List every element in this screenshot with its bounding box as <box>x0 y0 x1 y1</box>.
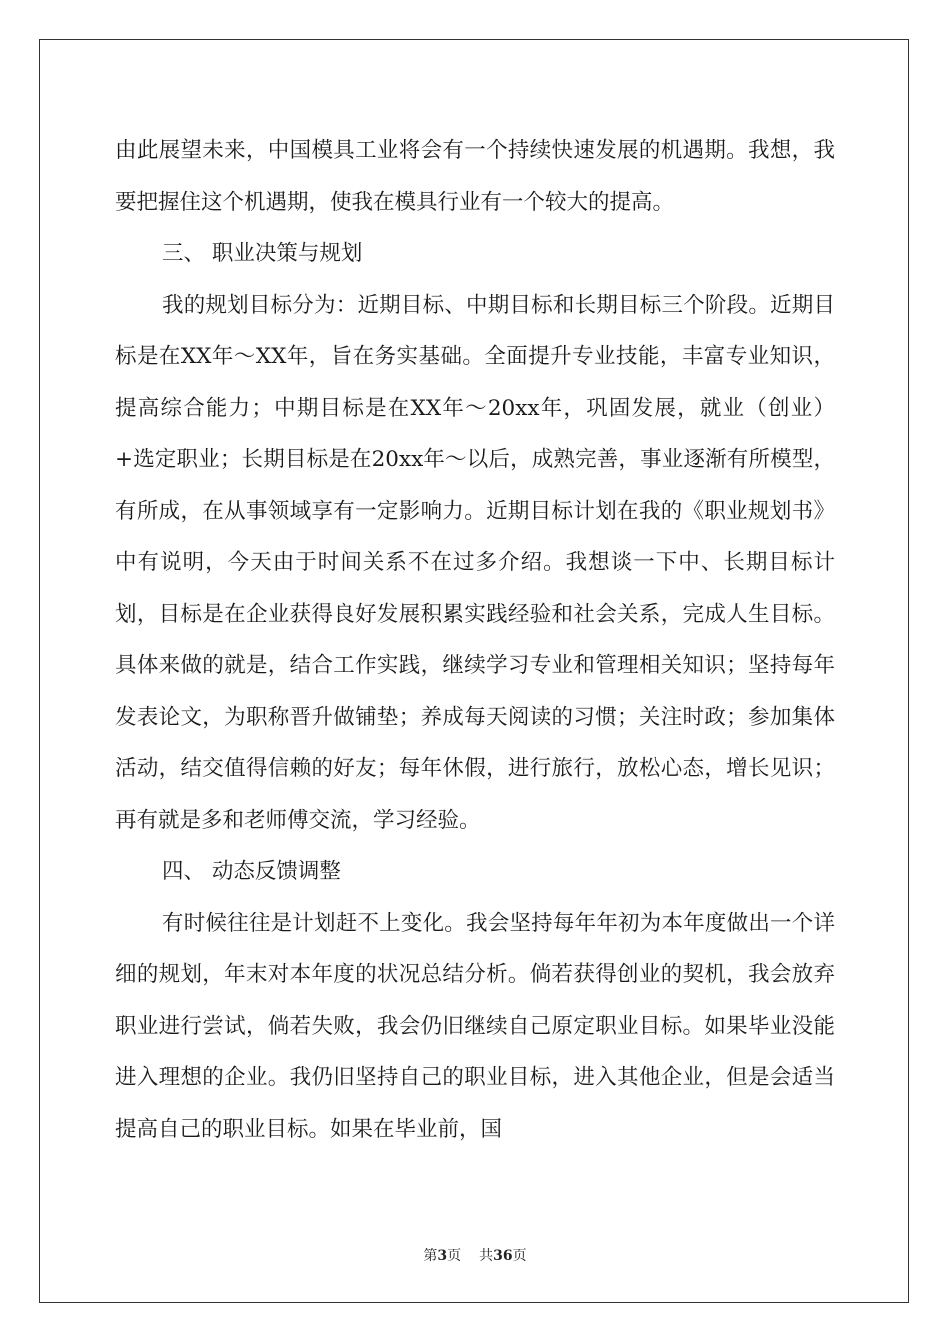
paragraph-intro: 由此展望未来，中国模具工业将会有一个持续快速发展的机遇期。我想，我要把握住这个机遇期，使我在模具行业有一个较大的提高。 <box>115 138 835 215</box>
paragraph-feedback: 有时候往往是计划赶不上变化。我会坚持每年年初为本年度做出一个详细的规划，年末对本年度的状况总结分析。倘若获得创业的契机，我会放弃职业进行尝试，倘若失败，我会仍旧继续自己原定职业目标。如果毕业没能进入理想的企业。我仍旧坚持自己的职业目标，进入其他企业，但是会适当提高自己的职业目标。如果在毕业前，国 <box>115 910 835 1142</box>
page-number: 3 <box>437 1248 448 1264</box>
total-pages: 36 <box>493 1248 513 1264</box>
page-prefix: 第 <box>423 1248 438 1264</box>
document-body <box>115 125 835 1155</box>
section-heading-3: 三、 职业决策与规划 <box>162 241 363 266</box>
paragraph-planning: 我的规划目标分为：近期目标、中期目标和长期目标三个阶段。近期目标是在XX年～XX年，旨在务实基础。全面提升专业技能，丰富专业知识，提高综合能力；中期目标是在XX年～20xx年，巩固发展，就业（创业）+选定职业；长期目标是在20xx年～以后，成熟完善，事业逐渐有所模型，有所成，在从事领域享有一定影响力。近期目标计划在我的《职业规划书》中有说明，今天由于时间关系不在过多介绍。我想谈一下中、长期目标计划，目标是在企业获得良好发展积累实践经验和社会关系，完成人生目标。具体来做的就是，结合工作实践，继续学习专业和管理相关知识；坚持每年发表论文，为职称晋升做铺垫；养成每天阅读的习惯；关注时政；参加集体活动，结交值得信赖的好友；每年休假，进行旅行，放松心态，增长见识；再有就是多和老师傅交流，学习经验。 <box>115 292 835 833</box>
total-prefix: 共 <box>479 1248 494 1264</box>
section-heading-4: 四、 动态反馈调整 <box>162 859 341 884</box>
page-footer <box>0 1246 950 1266</box>
total-suffix: 页 <box>512 1248 527 1264</box>
page-suffix: 页 <box>447 1248 462 1264</box>
